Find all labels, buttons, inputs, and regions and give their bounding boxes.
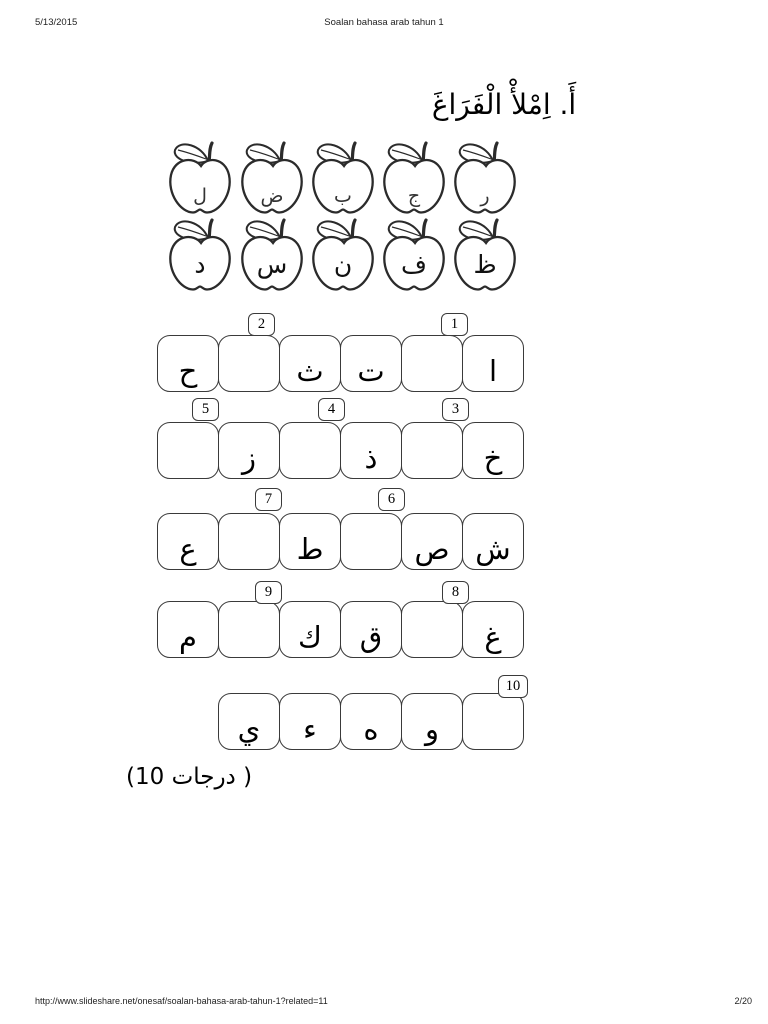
apple — [236, 139, 308, 217]
blank-number-label: 6 — [378, 488, 405, 511]
letter-box-blank — [340, 513, 402, 570]
apple-letter: ب — [334, 185, 352, 207]
letter-box: ح — [157, 335, 219, 392]
letter-box-blank — [157, 422, 219, 479]
letter-box: ي — [218, 693, 280, 750]
question-title: أَ. اِمْلأْ الْفَرَاغَ — [431, 88, 577, 121]
letter-box-blank — [462, 693, 524, 750]
blank-number-label: 1 — [441, 313, 468, 336]
letter-box: ث — [279, 335, 341, 392]
apple-letter: د — [194, 250, 206, 279]
letter-row-4 — [157, 581, 524, 658]
letter-box-blank — [401, 422, 463, 479]
letter-box: ء — [279, 693, 341, 750]
apple — [449, 216, 521, 294]
apple — [164, 139, 236, 217]
apple — [449, 139, 521, 217]
header-document-title: Soalan bahasa arab tahun 1 — [324, 17, 444, 28]
apple — [378, 216, 450, 294]
apple — [164, 216, 236, 294]
apple — [307, 216, 379, 294]
footer-page-number: 2/20 — [734, 996, 752, 1006]
letter-box: ت — [340, 335, 402, 392]
letter-box-blank — [279, 422, 341, 479]
letter-box-blank — [401, 335, 463, 392]
letter-box-blank — [218, 335, 280, 392]
header-date: 5/13/2015 — [35, 17, 78, 28]
letter-box: ز — [218, 422, 280, 479]
letter-box-blank — [218, 513, 280, 570]
letter-box: م — [157, 601, 219, 658]
letter-box: ش — [462, 513, 524, 570]
letter-box: و — [401, 693, 463, 750]
letter-box: ه — [340, 693, 402, 750]
blank-number-label: 5 — [192, 398, 219, 421]
letter-box: ك — [279, 601, 341, 658]
letter-row-2 — [157, 398, 524, 479]
blank-number-label: 10 — [498, 675, 528, 698]
blank-number-label: 8 — [442, 581, 469, 604]
apple-letter: ج — [407, 185, 421, 207]
apple-letter: ل — [193, 185, 207, 207]
footer-url: http://www.slideshare.net/onesaf/soalan-bahasa-arab-tahun-1?related=11 — [35, 996, 328, 1006]
apple-letter: ف — [401, 250, 427, 279]
apple-letter: ر — [480, 185, 490, 207]
letter-box: ص — [401, 513, 463, 570]
apple — [236, 216, 308, 294]
letter-row-5 — [218, 675, 524, 750]
letter-row-1 — [157, 313, 524, 392]
apple-letter: ن — [333, 250, 353, 279]
letter-box-blank — [218, 601, 280, 658]
letter-box: ع — [157, 513, 219, 570]
blank-number-label: 7 — [255, 488, 282, 511]
letter-box: ق — [340, 601, 402, 658]
blank-number-label: 3 — [442, 398, 469, 421]
letter-box: ا — [462, 335, 524, 392]
letter-box-blank — [401, 601, 463, 658]
letter-box: ط — [279, 513, 341, 570]
letter-box: ذ — [340, 422, 402, 479]
apple-letter: ض — [260, 185, 284, 207]
letter-row-3 — [157, 488, 524, 570]
marks-note: (10 درجات ) — [126, 764, 253, 790]
letter-box: خ — [462, 422, 524, 479]
apple-letter: س — [256, 250, 288, 279]
blank-number-label: 2 — [248, 313, 275, 336]
apple-letter: ظ — [473, 250, 497, 279]
apple — [307, 139, 379, 217]
blank-number-label: 4 — [318, 398, 345, 421]
apple — [378, 139, 450, 217]
letter-box: غ — [462, 601, 524, 658]
blank-number-label: 9 — [255, 581, 282, 604]
